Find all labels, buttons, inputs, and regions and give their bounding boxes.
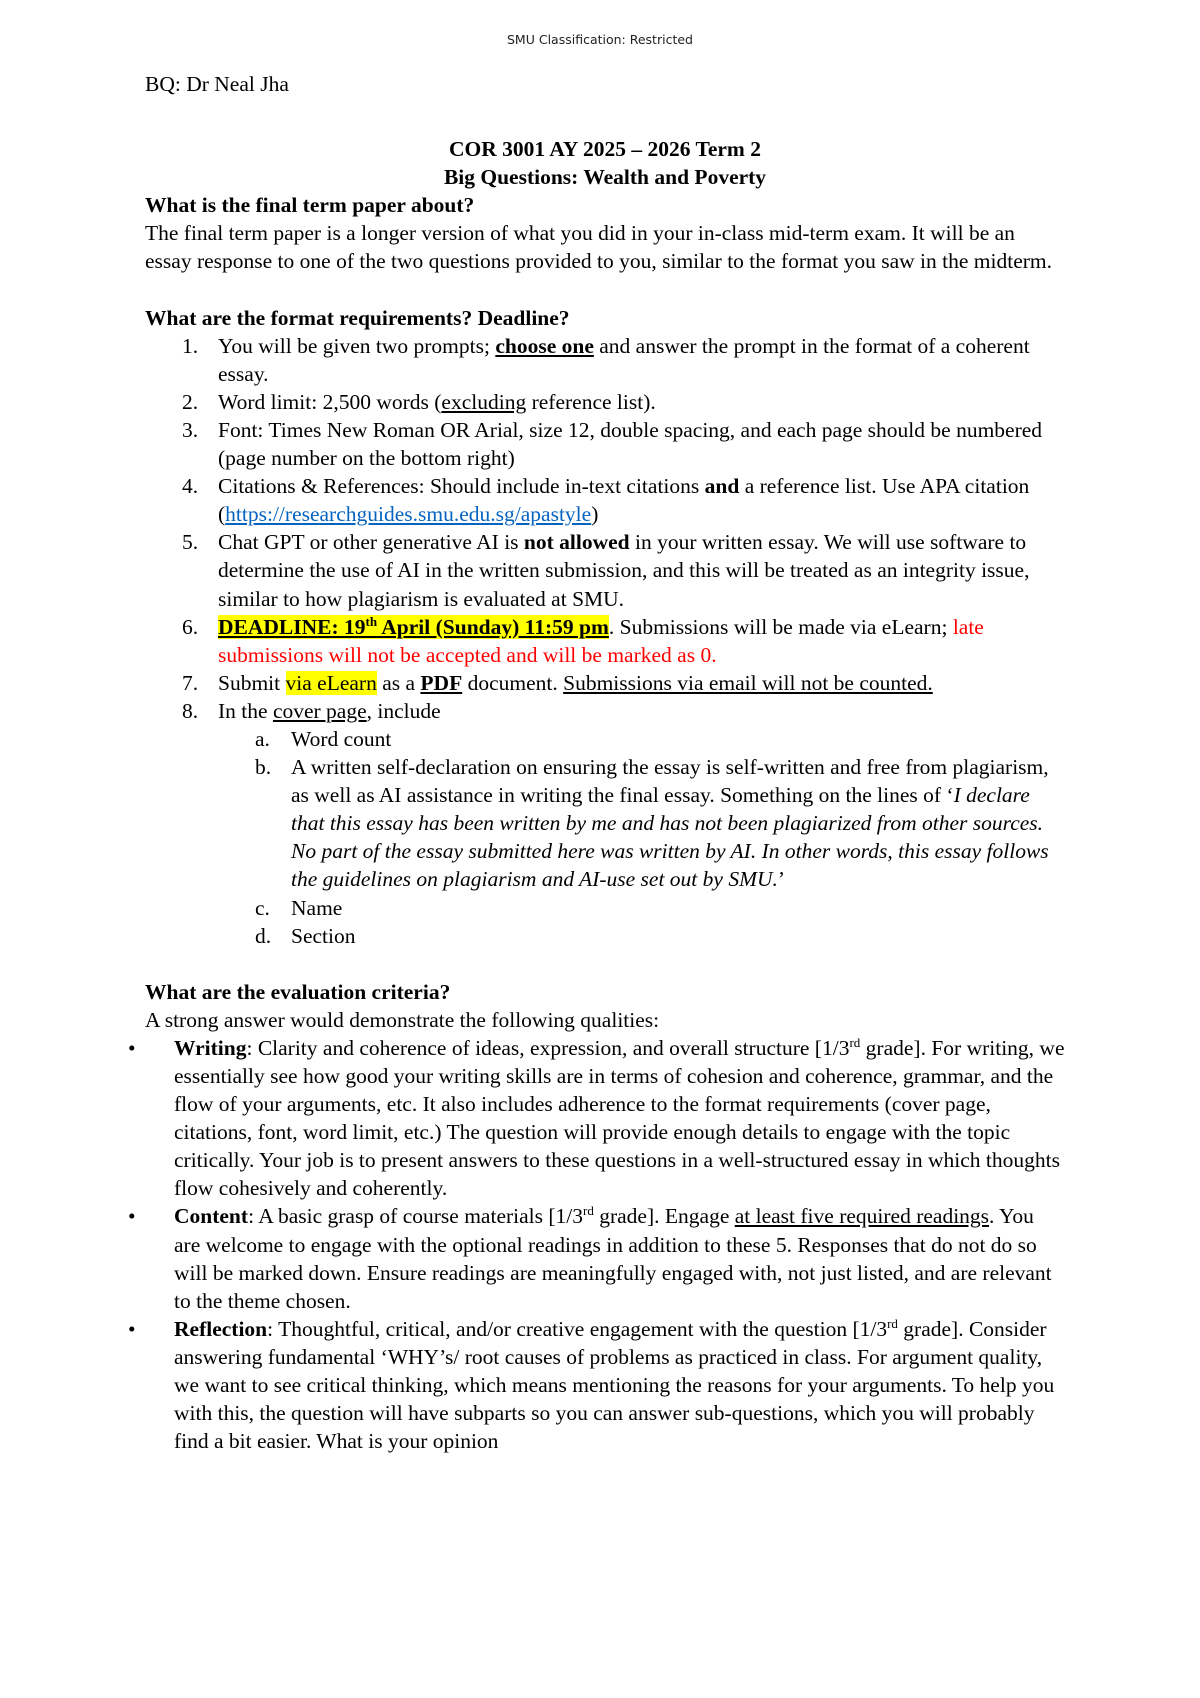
ordinal-suffix: rd	[849, 1034, 861, 1050]
list-letter: d.	[255, 923, 272, 948]
list-item	[145, 388, 1065, 416]
criteria-content	[128, 1202, 1065, 1314]
declaration-quote: I declare that this essay has been written by me and has not been plagiarized from other sources. No part of the essay submitted here was written by AI. In other words, this essay follows the guidelines on plagiarism and AI-use set out by SMU.	[291, 783, 1049, 892]
list-item	[145, 669, 1065, 697]
course-title: COR 3001 AY 2025 – 2026 Term 2	[449, 137, 761, 162]
text: Chat GPT or other generative AI is	[218, 530, 524, 555]
sub-list-item	[145, 894, 1065, 922]
text: document.	[462, 670, 564, 695]
section-heading-criteria: What are the evaluation criteria?	[145, 979, 451, 1004]
criteria-label: Reflection	[174, 1316, 268, 1341]
text: in your written essay. We will use software to determine the use of AI in the written submission, and this will be treated as an integrity issue, similar to how plagiarism is evaluated at SMU.	[218, 530, 1030, 611]
deadline-date: April (Sunday) 11:59 pm	[377, 614, 609, 639]
emphasis: Submissions via email will not be counted.	[563, 670, 933, 695]
emphasis: at least five required readings	[734, 1204, 990, 1229]
text: reference list).	[526, 389, 656, 414]
text: In the	[218, 698, 273, 723]
bullet-icon: •	[128, 1204, 136, 1229]
list-item	[145, 332, 1065, 388]
emphasis: cover page	[272, 698, 367, 723]
bq-instructor: BQ: Dr Neal Jha	[145, 72, 289, 96]
ordinal-suffix: rd	[887, 1315, 898, 1331]
list-letter: a.	[255, 726, 270, 751]
bullet-icon: •	[128, 1035, 136, 1060]
list-number: 8.	[182, 698, 199, 723]
list-number: 7.	[182, 670, 199, 695]
sub-list-item	[145, 725, 1065, 753]
text: : A basic grasp of course materials [1/3	[248, 1204, 584, 1229]
deadline-highlight	[218, 615, 609, 639]
text: . You are welcome to engage with the optional readings in addition to these 5. Responses that do not do so will be marked down. Ensure readings are meaningfully engaged with, not just listed, and are relevant to the theme chosen.	[174, 1204, 1052, 1313]
text: Word count	[291, 726, 392, 751]
criteria-reflection	[128, 1315, 1065, 1455]
criteria-writing	[128, 1034, 1065, 1203]
list-number: 3.	[182, 417, 199, 442]
text: You will be given two prompts;	[218, 333, 496, 358]
list-number: 5.	[182, 530, 199, 555]
sub-list-item	[145, 753, 1065, 893]
list-number: 1.	[182, 333, 199, 358]
apa-style-link[interactable]: https://researchguides.smu.edu.sg/apastyle	[225, 502, 592, 527]
sub-list-item	[145, 922, 1065, 950]
list-item	[145, 697, 1065, 725]
text: grade]. Consider answering fundamental ‘WHY’s/ root causes of problems as practiced in class. For argument quality, we want to see critical thinking, which means mentioning the reasons for your arguments. To help you with this, the question will have subparts so you can answer sub-questions, which you will probably find a bit easier. What is your opinion	[174, 1316, 1055, 1454]
list-number: 2.	[182, 389, 199, 414]
text: Section	[291, 923, 356, 948]
deadline-label: DEADLINE:	[218, 614, 345, 639]
text: . Submissions will be made via eLearn;	[608, 614, 953, 639]
text: grade]. Engage	[593, 1204, 735, 1229]
text: a reference list. Use APA citation (	[218, 474, 1030, 527]
emphasis: choose one	[495, 333, 594, 358]
text: Font: Times New Roman OR Arial, size 12, double spacing, and each page should be numbered (page number on the bottom right)	[218, 417, 1043, 471]
deadline-suffix: th	[365, 613, 378, 629]
emphasis: excluding	[441, 389, 527, 414]
list-item	[145, 613, 1065, 669]
criteria-label: Writing	[174, 1035, 247, 1060]
classification-label: SMU Classification: Restricted	[507, 32, 693, 47]
text: Word limit: 2,500 words (	[218, 389, 442, 414]
late-warning: late submissions will not be accepted and will be marked as 0.	[218, 614, 984, 667]
document-body	[128, 70, 1065, 1455]
list-letter: c.	[255, 895, 270, 920]
text: )	[591, 502, 599, 527]
criteria-label: Content	[174, 1204, 249, 1229]
emphasis: PDF	[420, 670, 463, 695]
section-heading-format: What are the format requirements? Deadline?	[145, 305, 570, 330]
text: Citations & References: Should include in-text citations	[218, 474, 705, 499]
text: Submit	[218, 670, 286, 695]
highlight: via eLearn	[285, 670, 377, 695]
criteria-intro: A strong answer would demonstrate the following qualities:	[145, 1007, 660, 1032]
text: as a	[376, 670, 421, 695]
list-number: 6.	[182, 614, 199, 639]
text: : Thoughtful, critical, and/or creative engagement with the question [1/3	[267, 1316, 888, 1341]
section-body-about: The final term paper is a longer version of what you did in your in-class mid-term exam. It will be an essay response to one of the two questions provided to you, similar to the format you saw in the midterm.	[145, 221, 1053, 274]
deadline-day: 19	[344, 614, 366, 639]
emphasis: not allowed	[523, 530, 630, 555]
text: ’	[777, 867, 786, 892]
text: : Clarity and coherence of ideas, expression, and overall structure [1/3	[246, 1035, 850, 1060]
section-heading-about: What is the final term paper about?	[145, 193, 475, 218]
list-number: 4.	[182, 474, 199, 499]
text: A written self-declaration on ensuring the essay is self-written and free from plagiarism, as well as AI assistance in writing the final essay. Something on the lines of ‘	[291, 755, 1049, 808]
emphasis: and	[704, 474, 740, 499]
list-item	[145, 472, 1065, 528]
list-item	[145, 416, 1065, 472]
text: Name	[291, 895, 343, 920]
list-item	[145, 528, 1065, 612]
text: grade]. For writing, we essentially see how good your writing skills are in terms of cohesion and coherence, grammar, and the flow of your arguments, etc. It also includes adherence to the format requirements (cover page, citations, font, word limit, etc.) The question will provide enough details to engage with the topic critically. Your job is to present answers to these questions in a well-structured essay in which thoughts flow cohesively and coherently.	[174, 1035, 1065, 1201]
text: and answer the prompt in the format of a coherent essay.	[218, 333, 1030, 386]
ordinal-suffix: rd	[583, 1203, 594, 1219]
course-subtitle: Big Questions: Wealth and Poverty	[443, 165, 767, 190]
text: , include	[366, 698, 441, 723]
list-letter: b.	[255, 755, 272, 780]
bullet-icon: •	[128, 1316, 136, 1341]
